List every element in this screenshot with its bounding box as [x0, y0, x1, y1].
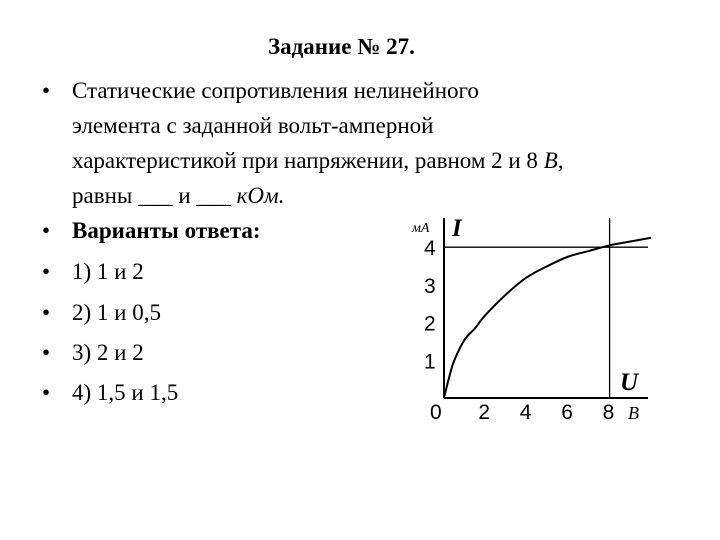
question-line-3-text: характеристикой при напряжении, равном 2 и 8 [72, 148, 544, 173]
x-tick-label: 6 [561, 401, 573, 424]
answer-option-label: 3) 2 и 2 [72, 340, 144, 365]
tick-labels [424, 237, 614, 424]
y-axis-unit: мА [412, 221, 430, 236]
y-tick-label: 4 [424, 237, 436, 261]
bullet-marker: • [42, 218, 51, 243]
question-unit-volt: В [543, 148, 558, 173]
answer-option-label: 2) 1 и 0,5 [72, 300, 161, 325]
x-tick-label: 4 [519, 401, 532, 424]
bullet-marker: • [42, 300, 51, 325]
question-line-2: элемента с заданной вольт-амперной [72, 113, 434, 138]
x-axis-label: U [620, 369, 639, 396]
y-tick-label: 2 [424, 312, 436, 336]
bullet-marker: • [42, 340, 51, 365]
y-tick-label: 1 [424, 350, 436, 374]
answers-header: Варианты ответа: [72, 218, 261, 243]
answer-option-label: 1) 1 и 2 [72, 259, 144, 284]
reference-lines [444, 218, 648, 398]
x-tick-label: 8 [602, 401, 615, 424]
question-unit-kohm: кОм. [236, 183, 285, 208]
x-tick-label: 2 [478, 401, 491, 424]
bullet-marker: • [42, 78, 51, 103]
bullet-marker: • [42, 259, 51, 284]
y-axis-label: I [452, 215, 462, 242]
answer-option-label: 4) 1,5 и 1,5 [72, 380, 179, 405]
question-line-4-text: равны ___ и ___ [72, 183, 237, 208]
y-tick-label: 3 [424, 274, 436, 298]
x-axis-unit: В [628, 403, 639, 423]
question-line-3-punct: , [557, 148, 564, 173]
page-title: Задание № 27. [268, 34, 415, 59]
x-tick-label: 0 [430, 401, 442, 424]
bullet-marker: • [42, 380, 51, 405]
question-line-1: Статические сопротивления нелинейного [72, 78, 479, 103]
